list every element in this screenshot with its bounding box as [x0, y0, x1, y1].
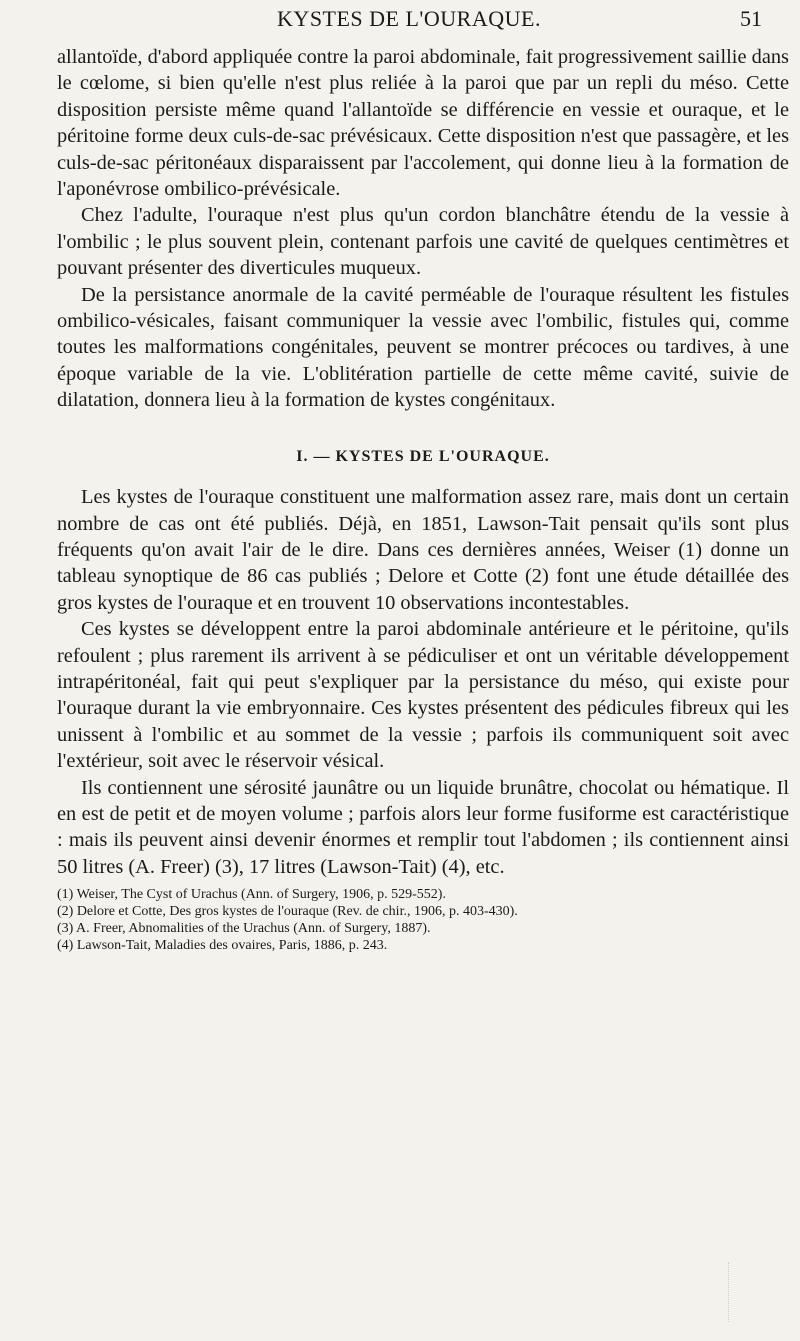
footnote: (1) Weiser, The Cyst of Urachus (Ann. of Surgery, 1906, p. 529-552).: [57, 887, 446, 903]
footnote: (2) Delore et Cotte, Des gros kystes de l'ouraque (Rev. de chir., 1906, p. 403-430).: [57, 904, 518, 920]
paper-mark: [728, 1262, 743, 1322]
paragraph: Chez l'adulte, l'ouraque n'est plus qu'un cordon blanchâtre étendu de la vessie à l'ombilic ; le plus souvent plein, contenant parfois une cavité de quelques centimètres et pouvant présenter des diverticules muqueux.: [57, 204, 789, 280]
footnote: (4) Lawson-Tait, Maladies des ovaires, Paris, 1886, p. 243.: [57, 938, 388, 954]
footnote: (3) A. Freer, Abnomalities of the Urachus (Ann. of Surgery, 1887).: [57, 921, 431, 937]
paragraph: Ils contiennent une sérosité jaunâtre ou un liquide brunâtre, chocolat ou hématique. Il en est de petit et de moyen volume ; parfois alors leur forme fusiforme est caractéristique : mais ils peuvent ainsi devenir énormes et remplir tout l'abdomen ; ils contiennent ainsi 50 litres (A. Freer) (3), 17 litres (Lawson-Tait) (4), etc.: [57, 776, 789, 878]
paragraph: De la persistance anormale de la cavité perméable de l'ouraque résultent les fistules ombilico-vésicales, faisant communiquer la vessie avec l'ombilic, fistules qui, comme toutes les malformations congénitales, peuvent se montrer précoces ou tardives, à une époque variable de la vie. L'oblitération partielle de cette même cavité, suivie de dilatation, donnera lieu à la formation de kystes congénitaux.: [57, 283, 789, 412]
body-text: [57, 44, 789, 954]
section-heading: I. — KYSTES DE L'OURAQUE.: [296, 447, 550, 465]
running-title: KYSTES DE L'OURAQUE.: [277, 6, 541, 31]
footnotes: [57, 886, 789, 954]
paragraph: allantoïde, d'abord appliquée contre la paroi abdominale, fait progressivement saillie dans le cœlome, si bien qu'elle n'est plus reliée à la paroi que par un repli du méso. Cette disposition persiste même quand l'allantoïde se différencie en vessie et ouraque, et le péritoine forme deux culs-de-sac prévésicaux. Cette disposition n'est que passagère, et les culs-de-sac péritonéaux disparaissent par l'accolement, qui donne lieu à la formation de l'aponévrose ombilico-prévésicale.: [57, 46, 789, 201]
page-header: [56, 6, 762, 40]
page-number: 51: [740, 6, 762, 31]
paragraph: Ces kystes se développent entre la paroi abdominale antérieure et le péritoine, qu'ils refoulent ; plus rarement ils arrivent à se pédiculiser et ont un véritable développement intrapéritonéal, fait qui peut s'expliquer par la persistance du méso, qui existe pour l'ouraque durant la vie embryonnaire. Ces kystes présentent des pédicules fibreux qui les unissent à l'ombilic et au sommet de la vessie ; parfois ils communiquent soit avec l'extérieur, soit avec le réservoir vésical.: [57, 618, 789, 773]
paragraph: Les kystes de l'ouraque constituent une malformation assez rare, mais dont un certain nombre de cas ont été publiés. Déjà, en 1851, Lawson-Tait pensait qu'ils sont plus fréquents qu'on avait l'air de le dire. Dans ces dernières années, Weiser (1) donne un tableau synoptique de 86 cas publiés ; Delore et Cotte (2) font une étude détaillée des gros kystes de l'ouraque et en trouvent 10 observations incontestables.: [57, 486, 789, 614]
